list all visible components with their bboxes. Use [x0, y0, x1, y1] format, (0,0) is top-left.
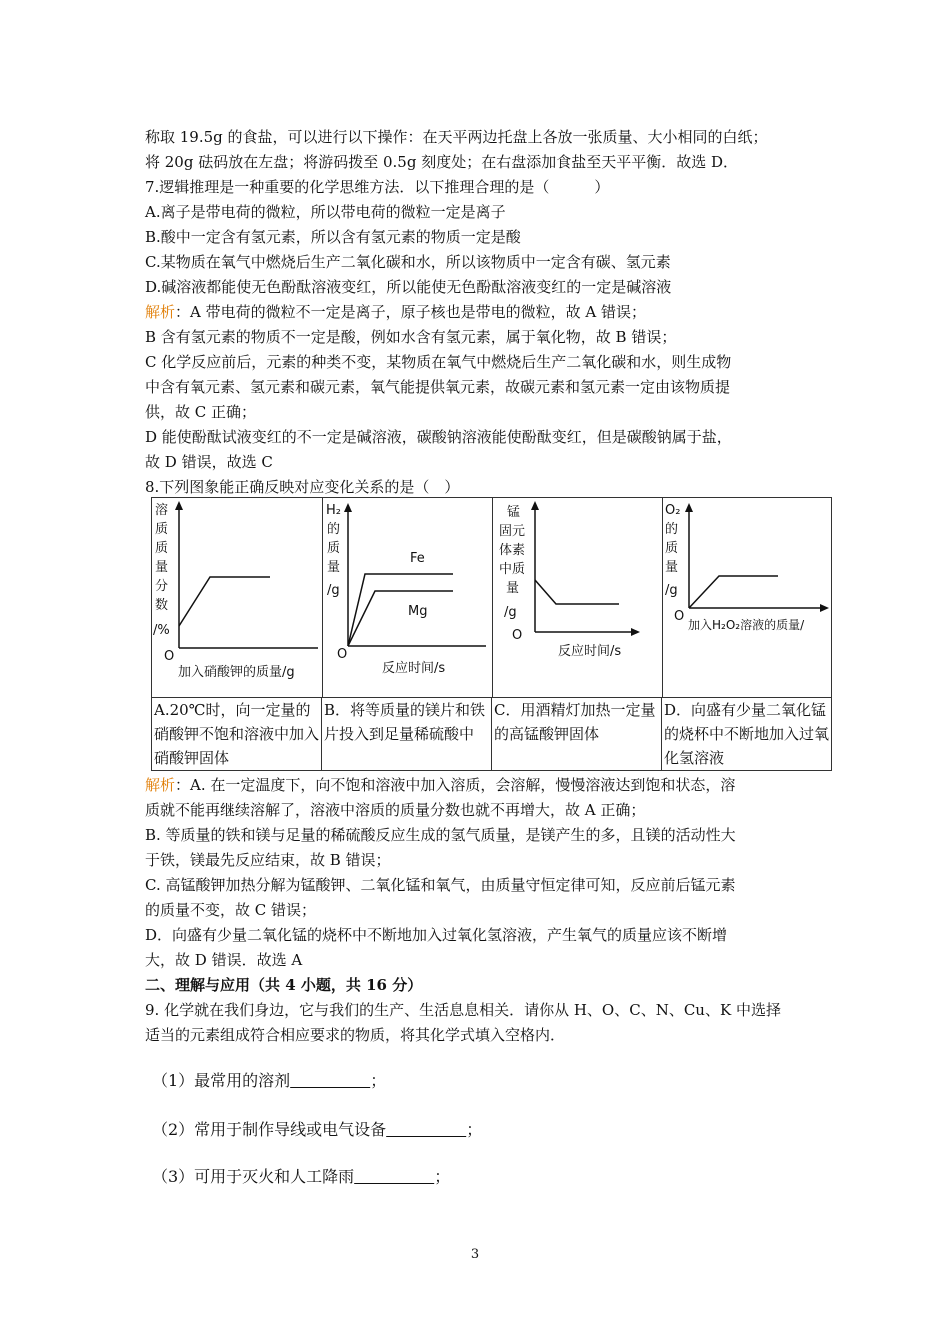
analysis-label: 解析 [145, 303, 176, 321]
svg-text:/g: /g [327, 583, 340, 598]
q8-analysis-line: B. 等质量的铁和镁与足量的稀硫酸反应生成的氢气质量，是镁产生的多，且镁的活动性大 [145, 826, 736, 844]
q8-analysis-line: 大，故 D 错误．故选 A [145, 951, 303, 969]
graph-b-fe-label: Fe [410, 551, 425, 566]
svg-text:质: 质 [155, 541, 169, 556]
q8-option-a: A.20℃时，向一定量的硝酸钾不饱和溶液中加入硝酸钾固体 [152, 698, 322, 771]
svg-text:分: 分 [155, 579, 169, 594]
analysis-label: 解析 [145, 776, 176, 794]
graph-d-xlabel: 加入H₂O₂溶液的质量/ [688, 618, 805, 632]
graph-b-mg-curve [348, 591, 453, 646]
text-line: 称取 19.5g 的食盐，可以进行以下操作：在天平两边托盘上各放一张质量、大小相同的白纸； [145, 128, 768, 146]
svg-text:数: 数 [155, 598, 169, 613]
q9-subquestion-1: （1）最常用的溶剂 ； [152, 1071, 387, 1090]
q8-analysis-line: C. 高锰酸钾加热分解为锰酸钾、二氧化锰和氧气，由质量守恒定律可知，反应前后锰元素 [145, 876, 736, 894]
q7-analysis-line: 故 D 错误，故选 C [145, 453, 273, 471]
graph-c-y-arrow [531, 501, 539, 510]
page-number: 3 [470, 1247, 480, 1262]
svg-text:固元: 固元 [499, 524, 526, 539]
svg-text:/g: /g [665, 583, 678, 598]
q7-analysis-line: B 含有氢元素的物质不一定是酸，例如水含有氢元素，属于氧化物，故 B 错误； [145, 328, 677, 346]
svg-text:/%: /% [153, 623, 170, 638]
answer-blank[interactable] [386, 1120, 466, 1139]
graph-a-origin: O [164, 649, 175, 664]
svg-text:质: 质 [155, 522, 169, 537]
graph-a-ylabel: 溶 [155, 503, 169, 518]
q8-analysis-line: D．向盛有少量二氧化锰的烧杯中不断地加入过氧化氢溶液，产生氧气的质量应该不断增 [145, 926, 728, 944]
graph-c-xlabel: 反应时间/s [558, 644, 622, 659]
question-7-stem: 7.逻辑推理是一种重要的化学思维方法．以下推理合理的是（ ） [145, 178, 610, 196]
q7-analysis: 解析：A 带电荷的微粒不一定是离子，原子核也是带电的微粒，故 A 错误； [145, 303, 646, 321]
answer-blank[interactable] [290, 1071, 370, 1090]
q8-graph-panel [151, 497, 832, 697]
svg-text:量: 量 [327, 560, 341, 575]
graph-c-origin: O [512, 628, 523, 643]
q8-analysis-line: 质就不能再继续溶解了，溶液中溶质的质量分数也就不再增大，故 A 正确； [145, 801, 646, 819]
graph-c-curve [535, 580, 619, 604]
graph-c-x-arrow [631, 628, 640, 636]
graph-c [492, 498, 662, 698]
svg-text:中质: 中质 [499, 562, 526, 577]
svg-text:体素: 体素 [499, 543, 526, 558]
q8-option-c: C．用酒精灯加热一定量的高锰酸钾固体 [492, 698, 662, 771]
graph-b-y-arrow [344, 503, 352, 512]
q7-analysis-line: C 化学反应前后，元素的种类不变，某物质在氧气中燃烧后生产二氧化碳和水，则生成物 [145, 353, 732, 371]
graph-d-y-arrow [685, 503, 693, 512]
svg-text:质: 质 [327, 541, 341, 556]
graph-d-origin: O [674, 609, 685, 624]
graph-d-ylabel: O₂ [665, 503, 681, 518]
svg-text:/g: /g [504, 605, 517, 620]
q7-option-b: B.酸中一定含有氢元素，所以含有氢元素的物质一定是酸 [145, 228, 521, 246]
graph-b-xlabel: 反应时间/s [382, 661, 446, 676]
text-line: 将 20g 砝码放在左盘；将游码拨至 0.5g 刻度处；在右盘添加食盐至天平平衡．故选 D． [145, 153, 739, 171]
q7-option-d: D.碱溶液都能使无色酚酞溶液变红，所以能使无色酚酞溶液变红的一定是碱溶液 [145, 278, 672, 296]
q8-options-table [151, 697, 832, 771]
svg-text:量: 量 [155, 560, 169, 575]
q7-option-a: A.离子是带电荷的微粒，所以带电荷的微粒一定是离子 [145, 203, 506, 221]
q8-analysis-line: 于铁，镁最先反应结束，故 B 错误； [145, 851, 391, 869]
graph-d-curve [689, 576, 778, 608]
svg-text:质: 质 [665, 541, 679, 556]
svg-text:量: 量 [506, 581, 520, 596]
graph-d-x-arrow [820, 604, 829, 612]
graph-a-y-arrow [175, 501, 183, 510]
svg-text:的: 的 [665, 522, 679, 537]
graph-b [322, 498, 492, 698]
graph-a-curve [179, 577, 270, 626]
graph-b-ylabel: H₂ [326, 503, 341, 518]
answer-blank[interactable] [354, 1167, 434, 1186]
question-9-stem: 9. 化学就在我们身边，它与我们的生产、生活息息相关．请你从 H、O、C、N、Cu、K 中选择 [145, 1001, 781, 1019]
q9-subquestion-3: （3）可用于灭火和人工降雨 ； [152, 1167, 451, 1186]
graph-c-ylabel: 锰 [507, 505, 521, 520]
q7-option-c: C.某物质在氧气中燃烧后生产二氧化碳和水，所以该物质中一定含有碳、氢元素 [145, 253, 671, 271]
question-8-stem: 8.下列图象能正确反映对应变化关系的是（ ） [145, 478, 460, 496]
svg-text:的: 的 [327, 522, 341, 537]
q7-analysis-line: 供，故 C 正确； [145, 403, 257, 421]
q7-analysis-line: D 能使酚酞试液变红的不一定是碱溶液，碳酸钠溶液能使酚酞变红，但是碳酸钠属于盐， [145, 428, 732, 446]
graph-b-mg-label: Mg [408, 604, 428, 619]
section-heading: 二、理解与应用（共 4 小题，共 16 分） [145, 976, 423, 994]
graph-a [152, 498, 322, 698]
svg-text:量: 量 [665, 560, 679, 575]
q8-analysis-line: 的质量不变，故 C 错误； [145, 901, 317, 919]
q9-subquestion-2: （2）常用于制作导线或电气设备 ； [152, 1120, 483, 1139]
q8-option-d: D．向盛有少量二氧化锰的烧杯中不断地加入过氧化氢溶液 [662, 698, 832, 771]
q8-analysis: 解析：A. 在一定温度下，向不饱和溶液中加入溶质，会溶解，慢慢溶液达到饱和状态，溶 [145, 776, 736, 794]
graph-b-fe-curve [348, 574, 453, 646]
graph-a-xlabel: 加入硝酸钾的质量/g [178, 665, 295, 680]
graph-d [662, 498, 833, 698]
q7-analysis-line: 中含有氧元素、氢元素和碳元素，氧气能提供氧元素，故碳元素和氢元素一定由该物质提 [145, 378, 731, 396]
q8-option-b: B．将等质量的镁片和铁片投入到足量稀硫酸中 [322, 698, 492, 771]
graph-b-origin: O [337, 647, 348, 662]
question-9-stem-cont: 适当的元素组成符合相应要求的物质，将其化学式填入空格内． [145, 1026, 566, 1044]
